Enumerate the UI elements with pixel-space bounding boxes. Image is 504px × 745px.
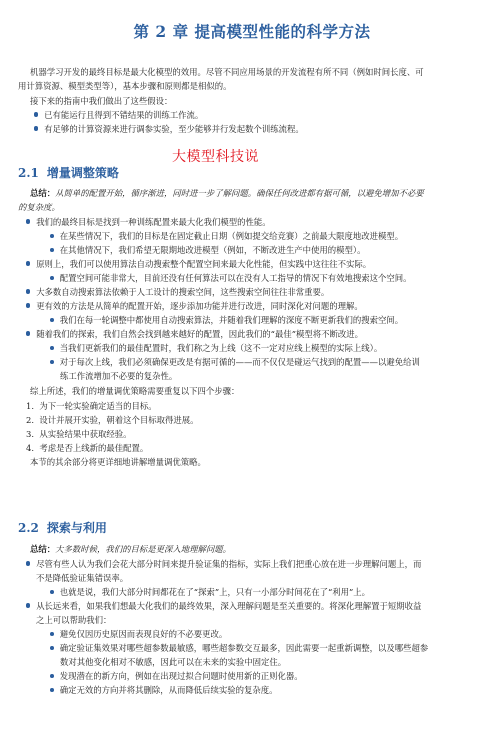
step-item: 3. 从实验结果中获取经验。 (26, 429, 132, 439)
list-item: 从长远来看，如果我们想最大化我们的最终效果，深入理解问题是至关重要的。将深化理解置于短期收益 (26, 600, 421, 614)
section1-summary-cont: 的复杂度。 (18, 202, 60, 212)
list-item: 尽管有些人认为我们会花大部分时间来提升验证集的指标，实际上我们把重心放在进一步理解问题上，而 (26, 558, 421, 572)
list-item: 随着我们的探索，我们自然会找到越来越好的配置，因此我们的“最佳”模型将不断改进。 (26, 328, 363, 342)
list-item: 当我们更新我们的最佳配置时，我们称之为上线（这不一定对应线上模型的实际上线）。 (50, 342, 382, 356)
list-item-cont: 不是降低验证集错误率。 (36, 573, 129, 583)
list-item: 我们的最终目标是找到一种训练配置来最大化我们模型的性能。 (26, 216, 271, 230)
list-item-cont: 练工作流增加不必要的复杂性。 (60, 371, 178, 381)
intro-line-1: 机器学习开发的最终目标是最大化模型的效用。尽管不同应用场景的开发流程有所不同（例如时间长度、可 (30, 67, 424, 77)
chapter-title: 第 2 章 提高模型性能的科学方法 (133, 22, 371, 41)
conclusion: 综上所述，我们的增量调优策略需要重复以下四个步骤： (30, 386, 240, 396)
section-heading-2-1: 2.1 增量调整策略 (18, 166, 119, 180)
list-item: 发现潜在的新方向，例如在出现过拟合问题时使用新的正则化器。 (50, 670, 303, 684)
section-heading-2-2: 2.2 探索与利用 (18, 521, 107, 535)
list-item: 在其他情况下，我们希望无限期地改进模型（例如，不断改进生产中使用的模型）。 (50, 244, 365, 258)
section1-summary: 总结：从简单的配置开始，循序渐进，同时进一步了解问题。确保任何改进都有据可循，以避免增加不必要 (30, 188, 424, 198)
step-item: 1. 为下一轮实验确定适当的目标。 (26, 401, 157, 411)
assumption-item: 已有能运行且得到不错结果的训练工作流。 (34, 109, 203, 123)
watermark-text: 大模型科技说 (172, 149, 259, 165)
list-item: 大多数自动搜索算法依赖于人工设计的搜索空间，这些搜索空间往往非常重要。 (26, 286, 329, 300)
section2-summary: 总结：大多数时候，我们的目标是更深入地理解问题。 (30, 544, 231, 554)
list-item-cont: 数对其他变化相对不敏感，因此可以在未来的实验中固定住。 (60, 657, 287, 667)
list-item: 我们在每一轮调整中都使用自动搜索算法，并随着我们理解的深度不断更新我们的搜索空间。 (50, 314, 403, 328)
step-item: 2. 设计并展开实验，朝着这个目标取得进展。 (26, 415, 199, 425)
intro-line-3: 接下来的指南中我们做出了这些假设： (30, 96, 173, 106)
list-item: 避免仅因历史原因而表现良好的不必要更改。 (50, 628, 227, 642)
list-item: 对于每次上线，我们必须确保更改是有据可循的——而不仅仅是碰运气找到的配置——以避免给训 (50, 356, 420, 370)
list-item: 确定无效的方向并将其删除，从而降低后续实验的复杂度。 (50, 684, 278, 698)
step-item: 4. 考虑是否上线新的最佳配置。 (26, 443, 149, 453)
section1-rest: 本节的其余部分将更详细地讲解增量调优策略。 (30, 457, 206, 467)
bullet-dot-icon (34, 126, 38, 130)
list-item: 更有效的方法是从简单的配置开始，逐步添加功能并进行改进，同时深化对问题的理解。 (26, 300, 363, 314)
assumption-item: 有足够的计算资源来进行调参实验，至少能够并行发起数个训练流程。 (34, 123, 304, 137)
list-item: 确定验证集效果对哪些超参数最敏感，哪些超参数交互最多，因此需要一起重新调整，以及哪些超参 (50, 642, 428, 656)
list-item-cont: 之上可以帮助我们： (36, 615, 112, 625)
bullet-dot-icon (34, 112, 38, 116)
list-item: 原则上，我们可以使用算法自动搜索整个配置空间来最大化性能，但实践中这往往不实际。 (26, 258, 371, 272)
list-item: 也就是说，我们大部分时间都花在了“探索”上，只有一小部分时间花在了“利用”上。 (50, 586, 370, 600)
list-item: 在某些情况下，我们的目标是在固定截止日期（例如提交给竞赛）之前最大限度地改进模型。 (50, 230, 403, 244)
list-item: 配置空间可能非常大，目前还没有任何算法可以在没有人工指导的情况下有效地搜索这个空间。 (50, 272, 412, 286)
intro-line-2: 用计算资源、模型类型等），基本步骤和原则都是相似的。 (18, 81, 232, 91)
